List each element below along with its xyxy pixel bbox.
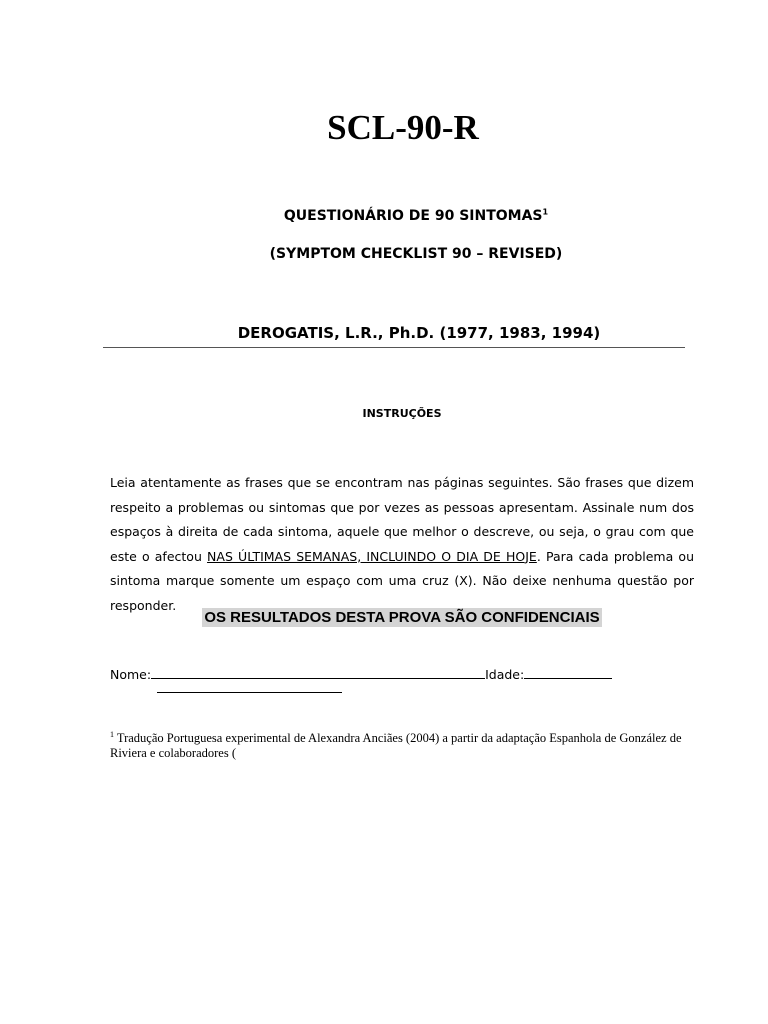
footnote-text: Tradução Portuguesa experimental de Alexandra Anciães (2004) a partir da adaptação Espanhola de González de Riviera e colaboradores ( [110, 731, 682, 760]
document-title: SCL-90-R [327, 108, 479, 147]
subtitle-questionnaire [0, 208, 768, 224]
form-fields [110, 665, 612, 682]
footnote-marker: 1 [110, 729, 114, 739]
instructions-text-1: Leia atentamente as frases que se encontram nas páginas seguintes. São frases que dizem respeito a problemas ou sintomas que por vezes as pessoas apresentam. Assinale num dos espaços à direita de cada sintoma, aquele que melhor o descreve, ou seja, o grau com que este o afectou [110, 475, 694, 564]
confidential-notice-text: OS RESULTADOS DESTA PROVA SÃO CONFIDENCIAIS [204, 609, 600, 626]
age-field[interactable] [524, 665, 612, 679]
footnote-reference: 1 [542, 207, 549, 217]
horizontal-divider [103, 347, 685, 348]
name-label: Nome: [110, 667, 152, 682]
instructions-paragraph [110, 471, 694, 618]
confidential-notice [0, 609, 768, 626]
name-field[interactable] [151, 665, 485, 679]
age-label: Idade: [485, 667, 525, 682]
name-field-continuation[interactable] [157, 692, 342, 693]
footnote [110, 731, 694, 761]
instructions-heading: INSTRUÇÕES [362, 407, 442, 420]
author-line: DEROGATIS, L.R., Ph.D. (1977, 1983, 1994) [237, 324, 601, 342]
instructions-text-2: . Para cada problema ou sintoma marque somente um espaço com uma cruz (X). Não deixe nenhuma questão por responder. [110, 548, 694, 613]
instructions-underlined: NAS ÚLTIMAS SEMANAS, INCLUINDO O DIA DE HOJE [207, 548, 537, 564]
subtitle-questionnaire-text: QUESTIONÁRIO DE 90 SINTOMAS [283, 208, 543, 224]
subtitle-english: (SYMPTOM CHECKLIST 90 – REVISED) [269, 246, 563, 262]
